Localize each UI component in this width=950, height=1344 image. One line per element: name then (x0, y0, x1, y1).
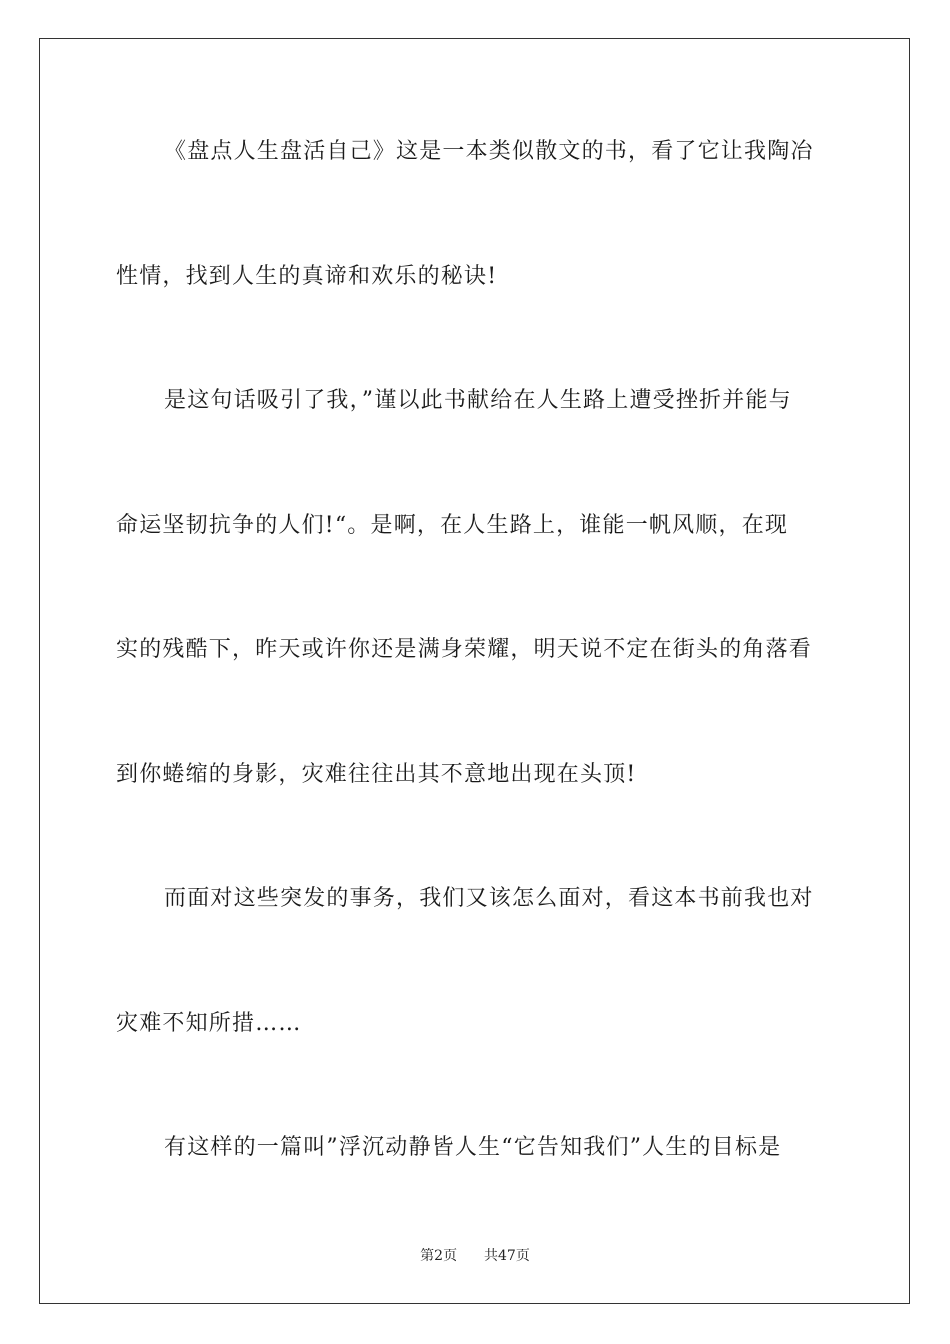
text-line: 实的残酷下，昨天或许你还是满身荣耀，明天说不定在街头的角落看 (116, 637, 813, 662)
text-line: 是这句话吸引了我，”谨以此书献给在人生路上遭受挫折并能与 (164, 388, 792, 413)
text-line: 有这样的一篇叫”浮沉动静皆人生“它告知我们”人生的目标是 (164, 1135, 782, 1160)
text-line: 到你蜷缩的身影，灾难往往出其不意地出现在头顶! (116, 762, 637, 787)
text-line: 而面对这些突发的事务，我们又该怎么面对，看这本书前我也对 (164, 886, 814, 911)
text-line: 性情，找到人生的真谛和欢乐的秘诀! (116, 264, 498, 289)
text-line: 灾难不知所措…… (116, 1011, 302, 1036)
text-line: 《盘点人生盘活自己》这是一本类似散文的书，看了它让我陶冶 (164, 139, 814, 164)
page-footer (0, 1246, 950, 1266)
page-total: 共47页 (484, 1248, 530, 1264)
page-border (39, 38, 910, 1304)
text-line: 命运坚韧抗争的人们!“。是啊，在人生路上，谁能一帆风顺，在现 (116, 513, 789, 538)
page-number: 第2页 (420, 1248, 458, 1264)
